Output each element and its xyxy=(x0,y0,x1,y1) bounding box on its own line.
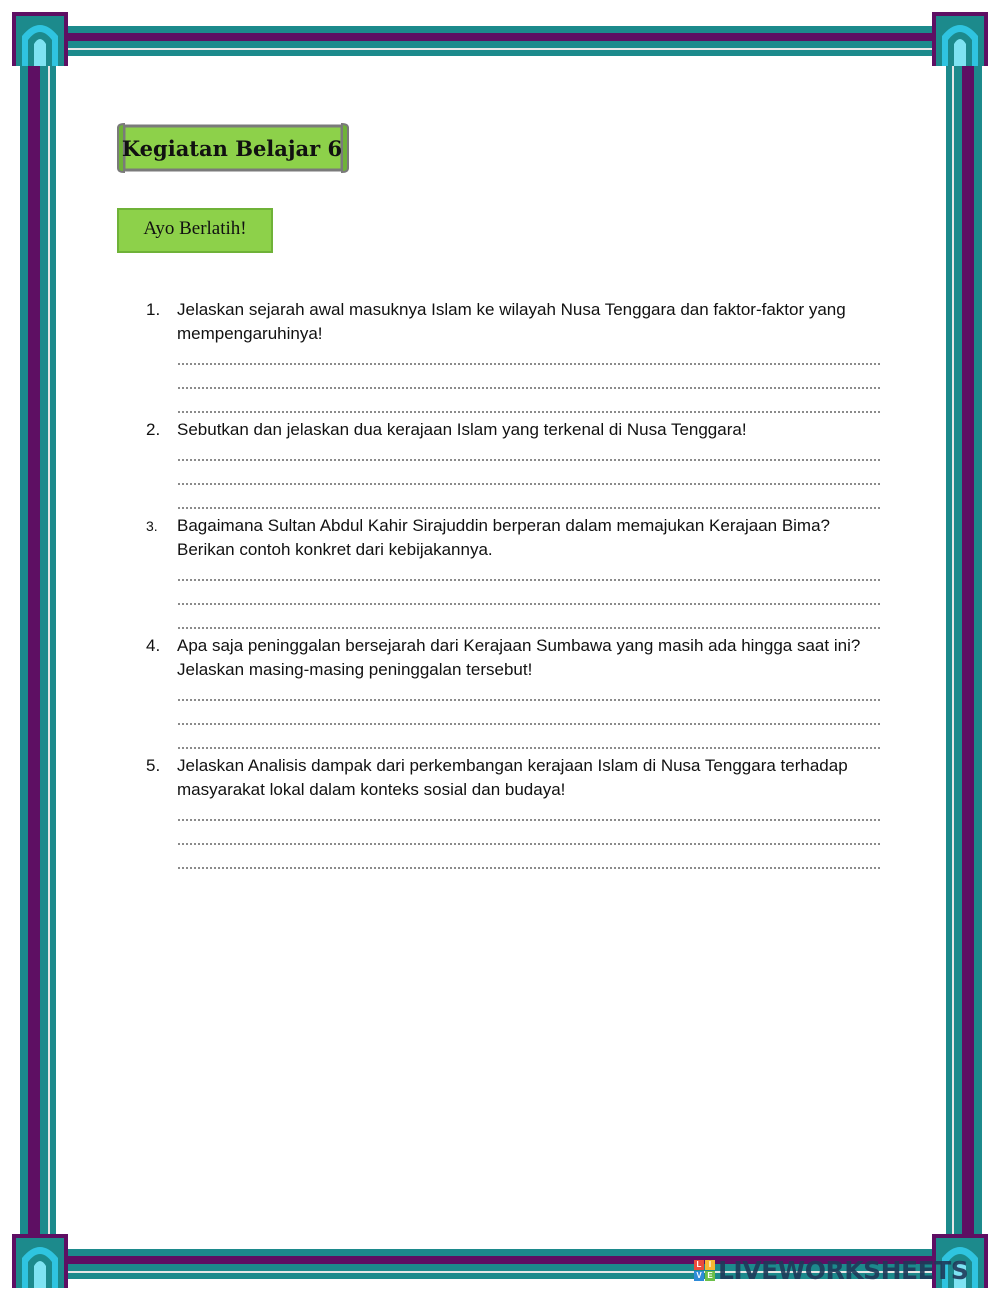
question-number: 3. xyxy=(146,518,158,534)
question-item xyxy=(146,514,886,634)
question-text: Jelaskan sejarah awal masuknya Islam ke wilayah Nusa Tenggara dan faktor-faktor yang mempengaruhinya! xyxy=(177,300,846,343)
question-text: Bagaimana Sultan Abdul Kahir Sirajuddin berperan dalam memajukan Kerajaan Bima? Berikan contoh konkret dari kebijakannya. xyxy=(177,516,831,559)
answer-line[interactable] xyxy=(177,802,886,826)
question-item xyxy=(146,634,886,754)
question-number: 4. xyxy=(146,636,161,655)
frame-left-border xyxy=(20,40,56,1254)
question-text: Sebutkan dan jelaskan dua kerajaan Islam yang terkenal di Nusa Tenggara! xyxy=(177,420,747,439)
answer-line[interactable] xyxy=(177,706,886,730)
logo-letter: L xyxy=(694,1260,704,1270)
corner-arch-icon xyxy=(12,1234,68,1288)
question-item xyxy=(146,298,886,418)
answer-line[interactable] xyxy=(177,466,886,490)
frame-top-border xyxy=(40,26,960,56)
watermark-text: LIVEWORKSHEETS xyxy=(718,1255,969,1285)
logo-letter: V xyxy=(694,1271,704,1281)
answer-line[interactable] xyxy=(177,610,886,634)
answer-line[interactable] xyxy=(177,586,886,610)
answer-line[interactable] xyxy=(177,442,886,466)
answer-line[interactable] xyxy=(177,394,886,418)
question-number: 2. xyxy=(146,420,161,439)
corner-arch-icon xyxy=(12,12,68,66)
question-number: 1. xyxy=(146,300,161,319)
logo-letter: E xyxy=(705,1271,715,1281)
answer-line[interactable] xyxy=(177,370,886,394)
liveworksheets-logo-icon xyxy=(694,1260,715,1281)
corner-arch-icon xyxy=(932,12,988,66)
section-title-banner xyxy=(116,120,350,176)
question-number: 5. xyxy=(146,756,161,775)
question-text: Apa saja peninggalan bersejarah dari Kerajaan Sumbawa yang masih ada hingga saat ini? Jelaskan masing-masing peninggalan tersebut! xyxy=(177,636,861,679)
section-subtitle: Ayo Berlatih! xyxy=(117,208,273,253)
answer-line[interactable] xyxy=(177,826,886,850)
question-item xyxy=(146,754,886,874)
answer-line[interactable] xyxy=(177,682,886,706)
answer-line[interactable] xyxy=(177,562,886,586)
answer-line[interactable] xyxy=(177,850,886,874)
question-item xyxy=(146,418,886,514)
section-title: Kegiatan Belajar 6 xyxy=(121,135,343,161)
logo-letter: I xyxy=(705,1260,715,1270)
answer-line[interactable] xyxy=(177,730,886,754)
answer-line[interactable] xyxy=(177,346,886,370)
question-list xyxy=(146,298,886,874)
frame-right-border xyxy=(946,40,982,1254)
liveworksheets-watermark xyxy=(694,1255,969,1285)
question-text: Jelaskan Analisis dampak dari perkembangan kerajaan Islam di Nusa Tenggara terhadap masyarakat lokal dalam konteks sosial dan budaya! xyxy=(177,756,848,799)
answer-line[interactable] xyxy=(177,490,886,514)
